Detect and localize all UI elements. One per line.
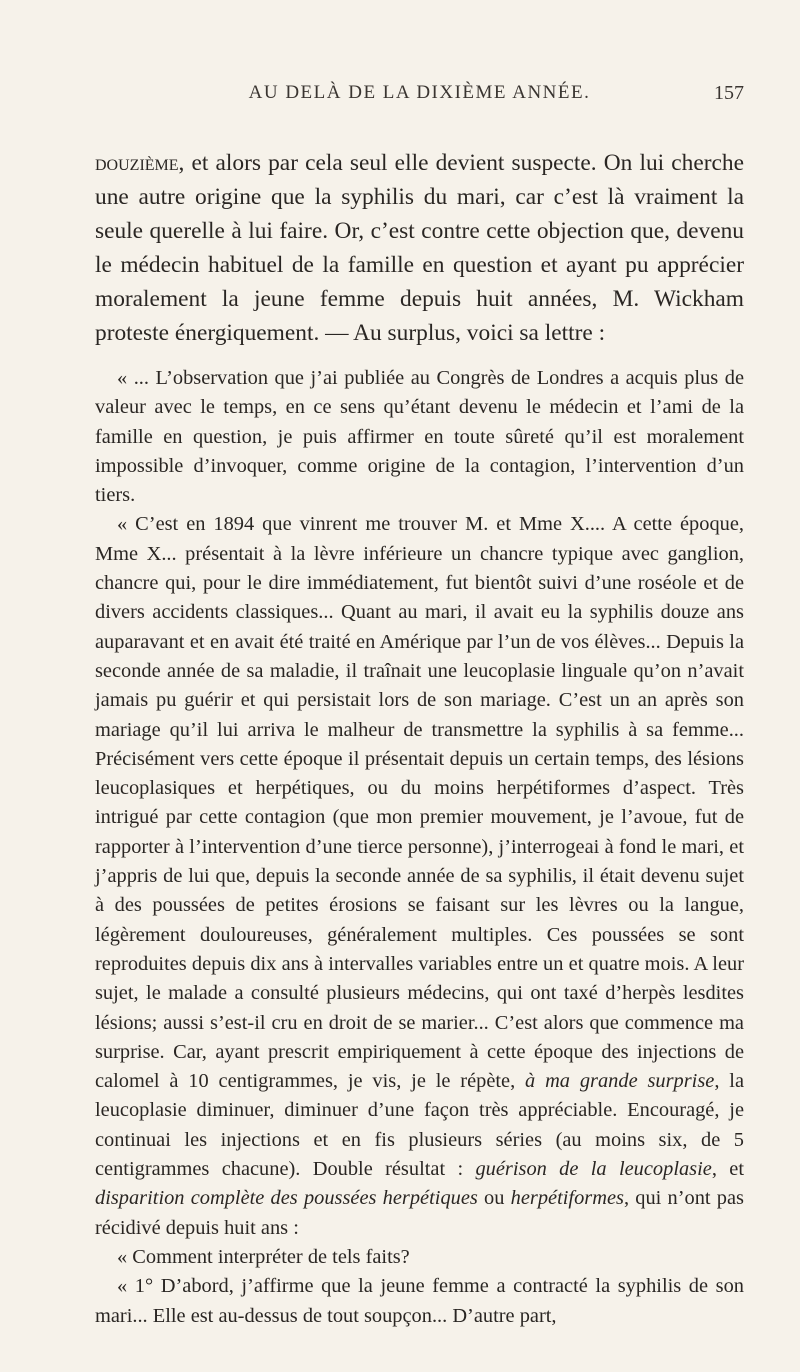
paragraph-quote-3 bbox=[95, 1243, 744, 1272]
paragraph-text: « Comment interpréter de tels faits? bbox=[117, 1245, 410, 1268]
paragraph-text: , qui n’ont pas récidivé depuis huit ans : bbox=[95, 1187, 744, 1239]
emphasis-text: à ma grande surprise bbox=[515, 1070, 715, 1093]
emphasis-text: herpétiformes bbox=[510, 1187, 624, 1210]
emphasis-text: guérison de la leucoplasie bbox=[475, 1158, 712, 1181]
emphasis-text: disparition complète des poussées herpétiques bbox=[95, 1187, 478, 1210]
paragraph-intro bbox=[95, 146, 744, 350]
paragraph-text: « ... L’observation que j’ai publiée au Congrès de Londres a acquis plus de valeur avec le temps, en ce sens qu’étant devenu le médecin et l’ami de la famille en question, je puis affirmer en toute sûreté qu’il est moralement impossible d’invoquer, comme origine de la contagion, l’intervention d’un tiers. bbox=[95, 367, 744, 507]
running-title: AU DELÀ DE LA DIXIÈME ANNÉE. bbox=[248, 82, 591, 103]
page-number: 157 bbox=[714, 82, 744, 104]
paragraph-text: « C’est en 1894 que vinrent me trouver M. et Mme X.... A cette époque, Mme X... présentait à la lèvre inférieure un chancre typique avec ganglion, chancre qui, pour le dire immédiatement, fut bientôt suivi d’une roséole et de divers accidents classiques... Quant au mari, il avait eu la syphilis douze ans auparavant et en avait été traité en Amérique par l’un de vos élèves... Depuis la seconde année de sa maladie, il traînait une leucoplasie linguale qu’on n’avait jamais pu guérir et qui persistait lors de son mariage. C’est un an après son mariage qu’il lui arriva le malheur de transmettre la syphilis à sa femme... Précisément vers cette époque il présentait depuis un certain temps, des lésions leucoplasiques et herpétiques, ou du moins herpétiformes d’aspect. Très intrigué par cette contagion (que mon premier mouvement, je l’avoue, fut de rapporter à l’intervention d’une tierce personne), j’interrogeai à fond le mari, et j’appris de lui que, depuis la seconde année de sa syphilis, il était devenu sujet à des poussées de petites érosions se faisant sur les lèvres ou la langue, légèrement douloureuses, généralement multiples. Ces poussées se sont reproduites depuis dix ans à intervalles variables entre un et quatre mois. A leur sujet, le malade a consulté plusieurs médecins, qui ont taxé d’herpès lesdites lésions; aussi s’est-il cru en droit de se marier... C’est alors que commence ma surprise. Car, ayant prescrit empiriquement à cette époque des injections de calomel à 10 centigrammes, je vis, je le répète, bbox=[95, 513, 744, 1093]
running-head bbox=[95, 82, 744, 112]
paragraph-text: , et bbox=[711, 1158, 744, 1181]
paragraph-text: ou bbox=[477, 1187, 511, 1210]
paragraph-lead-word: douzième, bbox=[95, 150, 185, 176]
paragraph-quote-4 bbox=[95, 1272, 744, 1331]
paragraph-text: , la leucoplasie diminuer, diminuer d’une façon très appréciable. Encouragé, je continuai les injections et en fis plusieurs séries (au moins six, de 5 centigrammes chacune). Double résultat : bbox=[95, 1070, 744, 1181]
paragraph-quote-2 bbox=[95, 510, 744, 1242]
paragraph-text: et alors par cela seul elle devient suspecte. On lui cherche une autre origine que la syphilis du mari, car c’est là vraiment la seule querelle à lui faire. Or, c’est contre cette objection que, devenu le médecin habituel de la famille en question et ayant pu apprécier moralement la jeune femme depuis huit années, M. Wickham proteste énergiquement. — Au surplus, voici sa lettre : bbox=[95, 150, 744, 346]
body-text bbox=[95, 146, 744, 1331]
paragraph-text: « 1° D’abord, j’affirme que la jeune femme a contracté la syphilis de son mari... Elle est au-dessus de tout soupçon... D’autre part, bbox=[95, 1275, 744, 1327]
paragraph-quote-1 bbox=[95, 364, 744, 510]
